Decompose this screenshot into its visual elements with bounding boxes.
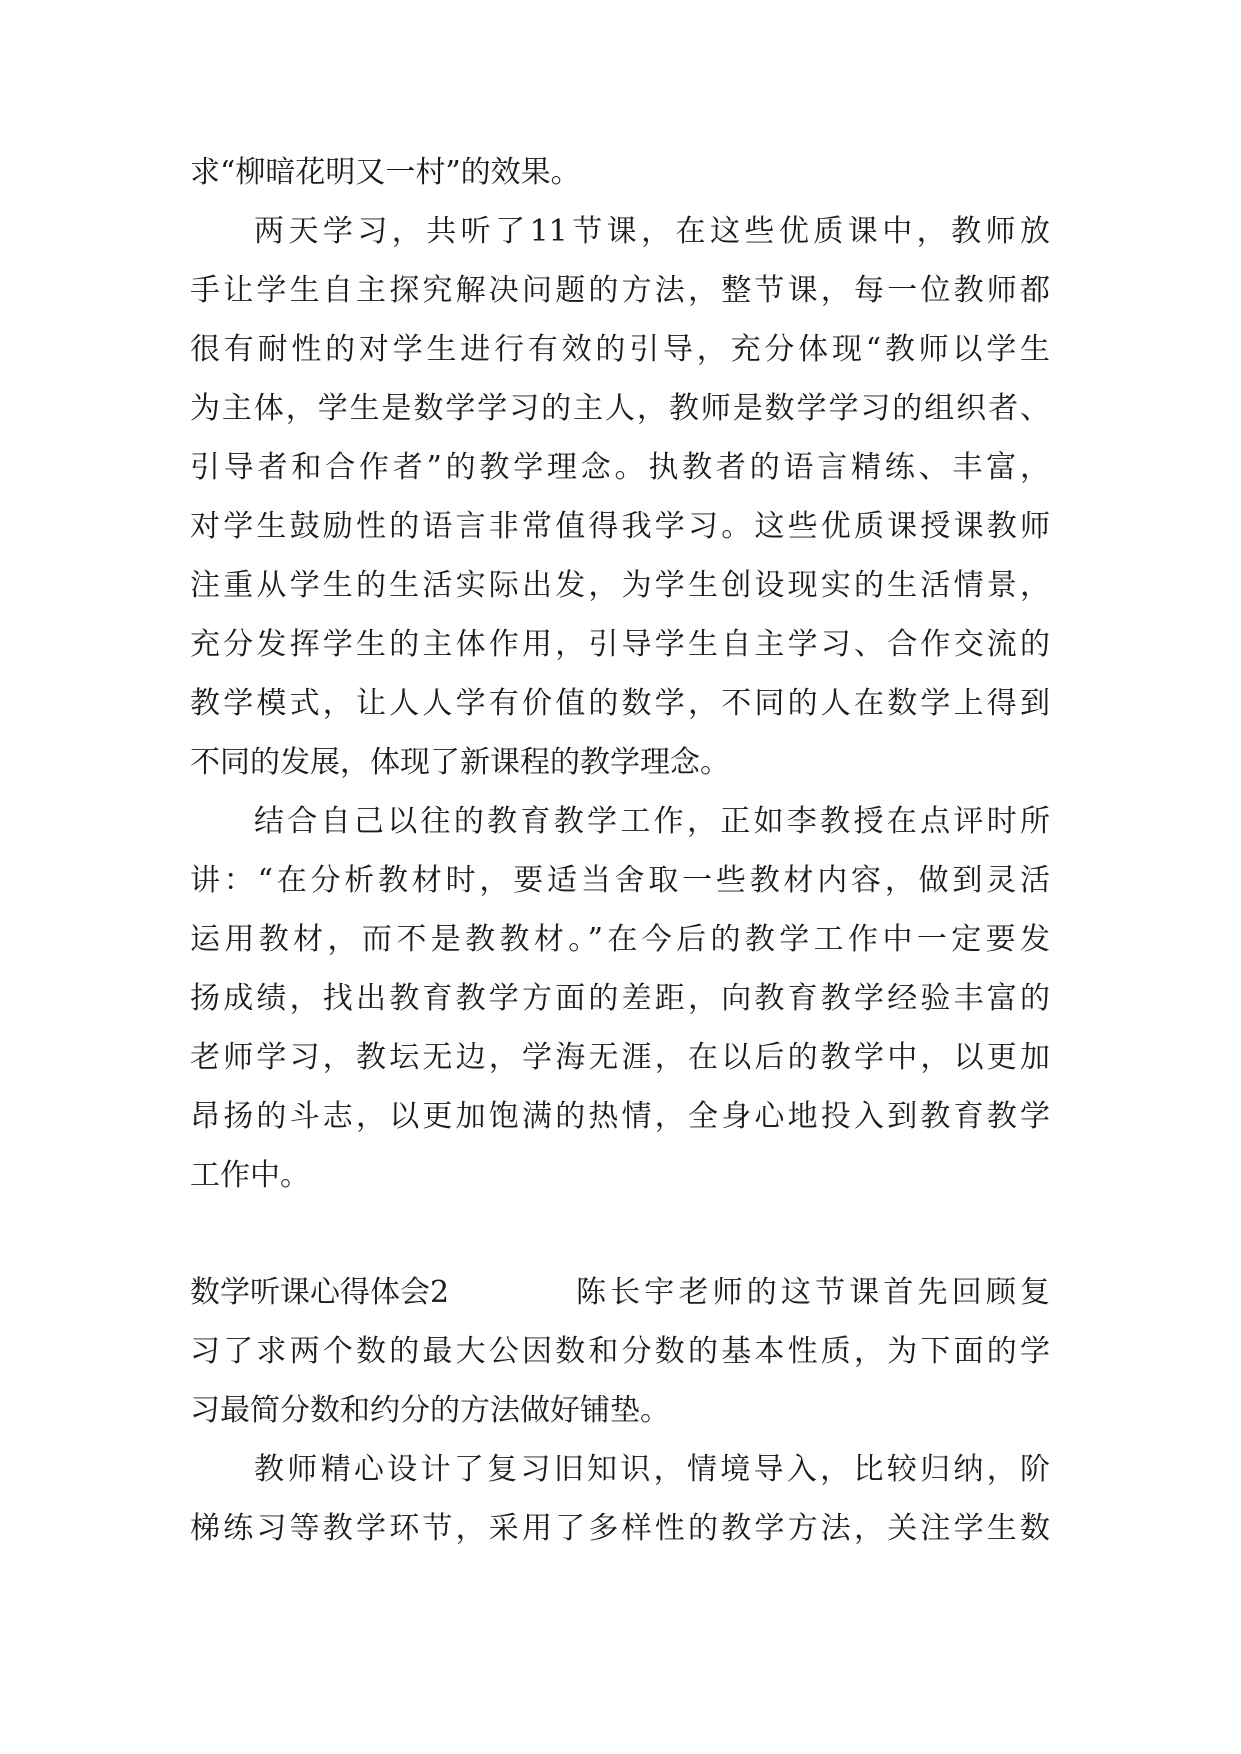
paragraph-line: 扬成绩，找出教育教学方面的差距，向教育教学经验丰富的 xyxy=(190,981,1050,1016)
paragraph-line: 梯练习等教学环节，采用了多样性的教学方法，关注学生数 xyxy=(190,1511,1050,1546)
paragraph-line: 教学模式，让人人学有价值的数学，不同的人在数学上得到 xyxy=(190,686,1050,721)
paragraph-line: 引导者和合作者”的教学理念。执教者的语言精练、丰富， xyxy=(190,450,1050,485)
section-heading-line xyxy=(190,1273,1050,1313)
paragraph-line: 结合自己以往的教育教学工作，正如李教授在点评时所 xyxy=(254,804,1050,839)
paragraph-line: 运用教材，而不是教教材。”在今后的教学工作中一定要发 xyxy=(190,922,1050,957)
paragraph-line: 对学生鼓励性的语言非常值得我学习。这些优质课授课教师 xyxy=(190,509,1050,544)
section-title: 数学听课心得体会2 xyxy=(190,1275,450,1310)
paragraph-line: 不同的发展，体现了新课程的教学理念。 xyxy=(190,745,730,780)
paragraph-line: 昂扬的斗志，以更加饱满的热情，全身心地投入到教育教学 xyxy=(190,1099,1050,1134)
paragraph-line: 为主体，学生是数学学习的主人，教师是数学学习的组织者、 xyxy=(190,391,1050,426)
paragraph-line: 工作中。 xyxy=(190,1158,310,1193)
paragraph-line: 求“柳暗花明又一村”的效果。 xyxy=(190,155,581,190)
paragraph-line: 讲：“在分析教材时，要适当舍取一些教材内容，做到灵活 xyxy=(190,863,1050,898)
paragraph-line: 注重从学生的生活实际出发，为学生创设现实的生活情景， xyxy=(190,568,1050,603)
paragraph-line: 习最简分数和约分的方法做好铺垫。 xyxy=(190,1393,670,1428)
paragraph-line: 两天学习，共听了11节课，在这些优质课中，教师放 xyxy=(254,214,1050,249)
paragraph-line: 习了求两个数的最大公因数和分数的基本性质，为下面的学 xyxy=(190,1334,1050,1369)
paragraph-line: 手让学生自主探究解决问题的方法，整节课，每一位教师都 xyxy=(190,273,1050,308)
paragraph-line: 教师精心设计了复习旧知识，情境导入，比较归纳，阶 xyxy=(254,1452,1050,1487)
paragraph-line: 充分发挥学生的主体作用，引导学生自主学习、合作交流的 xyxy=(190,627,1050,662)
paragraph-line: 陈长宇老师的这节课首先回顾复 xyxy=(576,1275,1050,1310)
paragraph-line: 很有耐性的对学生进行有效的引导，充分体现“教师以学生 xyxy=(190,332,1050,367)
paragraph-line: 老师学习，教坛无边，学海无涯，在以后的教学中，以更加 xyxy=(190,1040,1050,1075)
